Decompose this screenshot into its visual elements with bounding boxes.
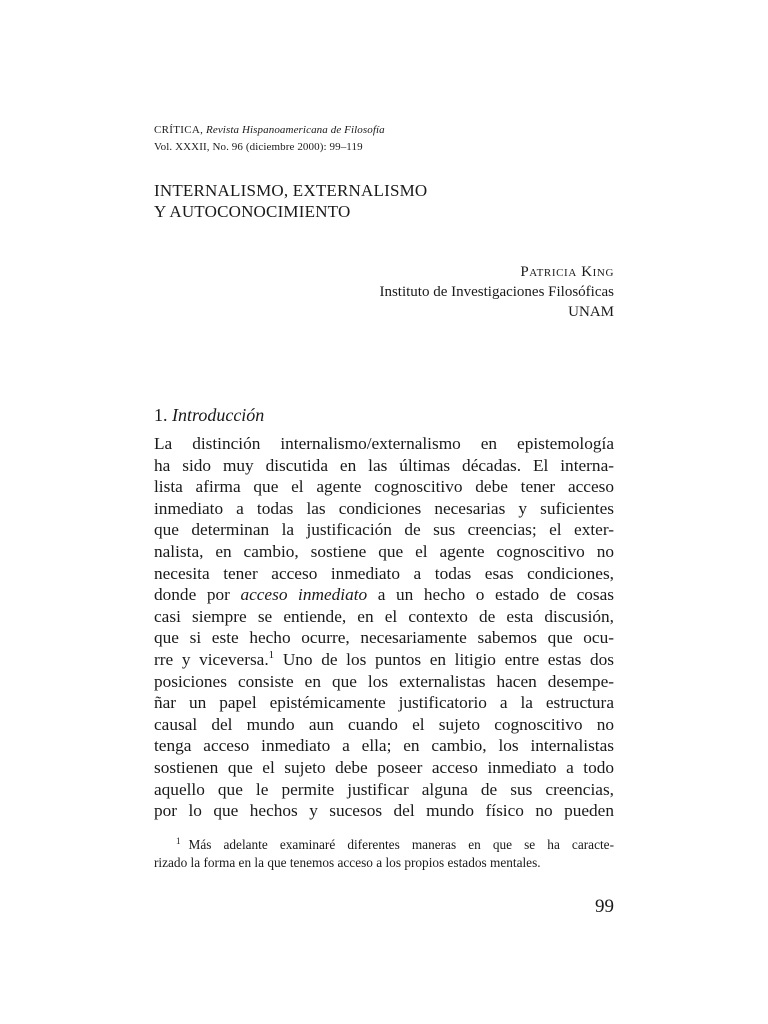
- body-line: aquello que le permite justificar alguna de sus creencias,: [154, 779, 614, 799]
- body-text-segment: donde por: [154, 585, 230, 605]
- section-heading: [154, 403, 264, 427]
- body-line: posiciones consiste en que los externalistas hacen desempe-: [154, 671, 614, 691]
- article-title-line-1: INTERNALISMO, EXTERNALISMO: [154, 181, 428, 200]
- body-line: que determinan la justificación de sus creencias; el exter-: [154, 520, 614, 540]
- section-title: Introducción: [172, 405, 265, 425]
- journal-issue: Vol. XXXII, No. 96 (diciembre 2000): 99–119: [154, 141, 363, 153]
- article-title: [154, 180, 427, 222]
- page-number: 99: [595, 896, 614, 917]
- body-line: tenga acceso inmediato a ella; en cambio, los internalistas: [154, 736, 614, 756]
- section-number: 1.: [154, 405, 168, 425]
- body-line: sostienen que el sujeto debe poseer acceso inmediato a todo: [154, 757, 614, 777]
- body-paragraph: [154, 433, 614, 822]
- footnote-marker: 1: [176, 836, 181, 846]
- body-line: causal del mundo aun cuando el sujeto cognoscitivo no: [154, 714, 614, 734]
- body-line: ha sido muy discutida en las últimas décadas. El interna-: [154, 455, 614, 475]
- affiliation-line-1: Instituto de Investigaciones Filosóficas: [379, 284, 614, 300]
- body-text-segment: Uno de los puntos en litigio entre estas dos: [282, 649, 614, 669]
- journal-name: CRÍTICA,: [154, 124, 204, 136]
- author-block: [379, 262, 614, 322]
- journal-page: [154, 0, 614, 1024]
- body-line: nalista, en cambio, sostiene que el agente cognoscitivo no: [154, 541, 614, 561]
- journal-header: [154, 122, 385, 156]
- author-name: Patricia King: [520, 264, 614, 280]
- affiliation-line-2: UNAM: [568, 304, 614, 320]
- body-line: [154, 649, 614, 671]
- article-title-line-2: Y AUTOCONOCIMIENTO: [154, 202, 351, 221]
- footnote-line-1: [154, 836, 614, 854]
- emphasized-term: acceso inmediato: [240, 585, 368, 605]
- body-line: [154, 584, 614, 606]
- footnote-text: Más adelante examinaré diferentes maneras en que se ha caracte-: [188, 837, 614, 852]
- body-text-segment: a un hecho o estado de cosas: [377, 585, 614, 605]
- body-text-segment: rre y viceversa.: [154, 649, 269, 669]
- journal-title-line: [154, 122, 385, 139]
- body-line: lista afirma que el agente cognoscitivo debe tener acceso: [154, 477, 614, 497]
- journal-subtitle: Revista Hispanoamericana de Filosofía: [206, 124, 385, 136]
- body-line: por lo que hechos y sucesos del mundo físico no pueden: [154, 801, 614, 821]
- footnote-reference[interactable]: 1: [268, 648, 275, 661]
- footnote: [154, 836, 614, 872]
- footnote-line-2: rizado la forma en la que tenemos acceso a los propios estados mentales.: [154, 855, 541, 870]
- body-line: ñar un papel epistémicamente justificatorio a la estructura: [154, 693, 614, 713]
- body-line: necesita tener acceso inmediato a todas esas condiciones,: [154, 563, 614, 583]
- body-line: La distinción internalismo/externalismo en epistemología: [154, 434, 614, 453]
- body-line: inmediato a todas las condiciones necesarias y suficientes: [154, 498, 614, 518]
- body-line: casi siempre se entiende, en el contexto de esta discusión,: [154, 606, 614, 626]
- body-line: que si este hecho ocurre, necesariamente sabemos que ocu-: [154, 628, 614, 648]
